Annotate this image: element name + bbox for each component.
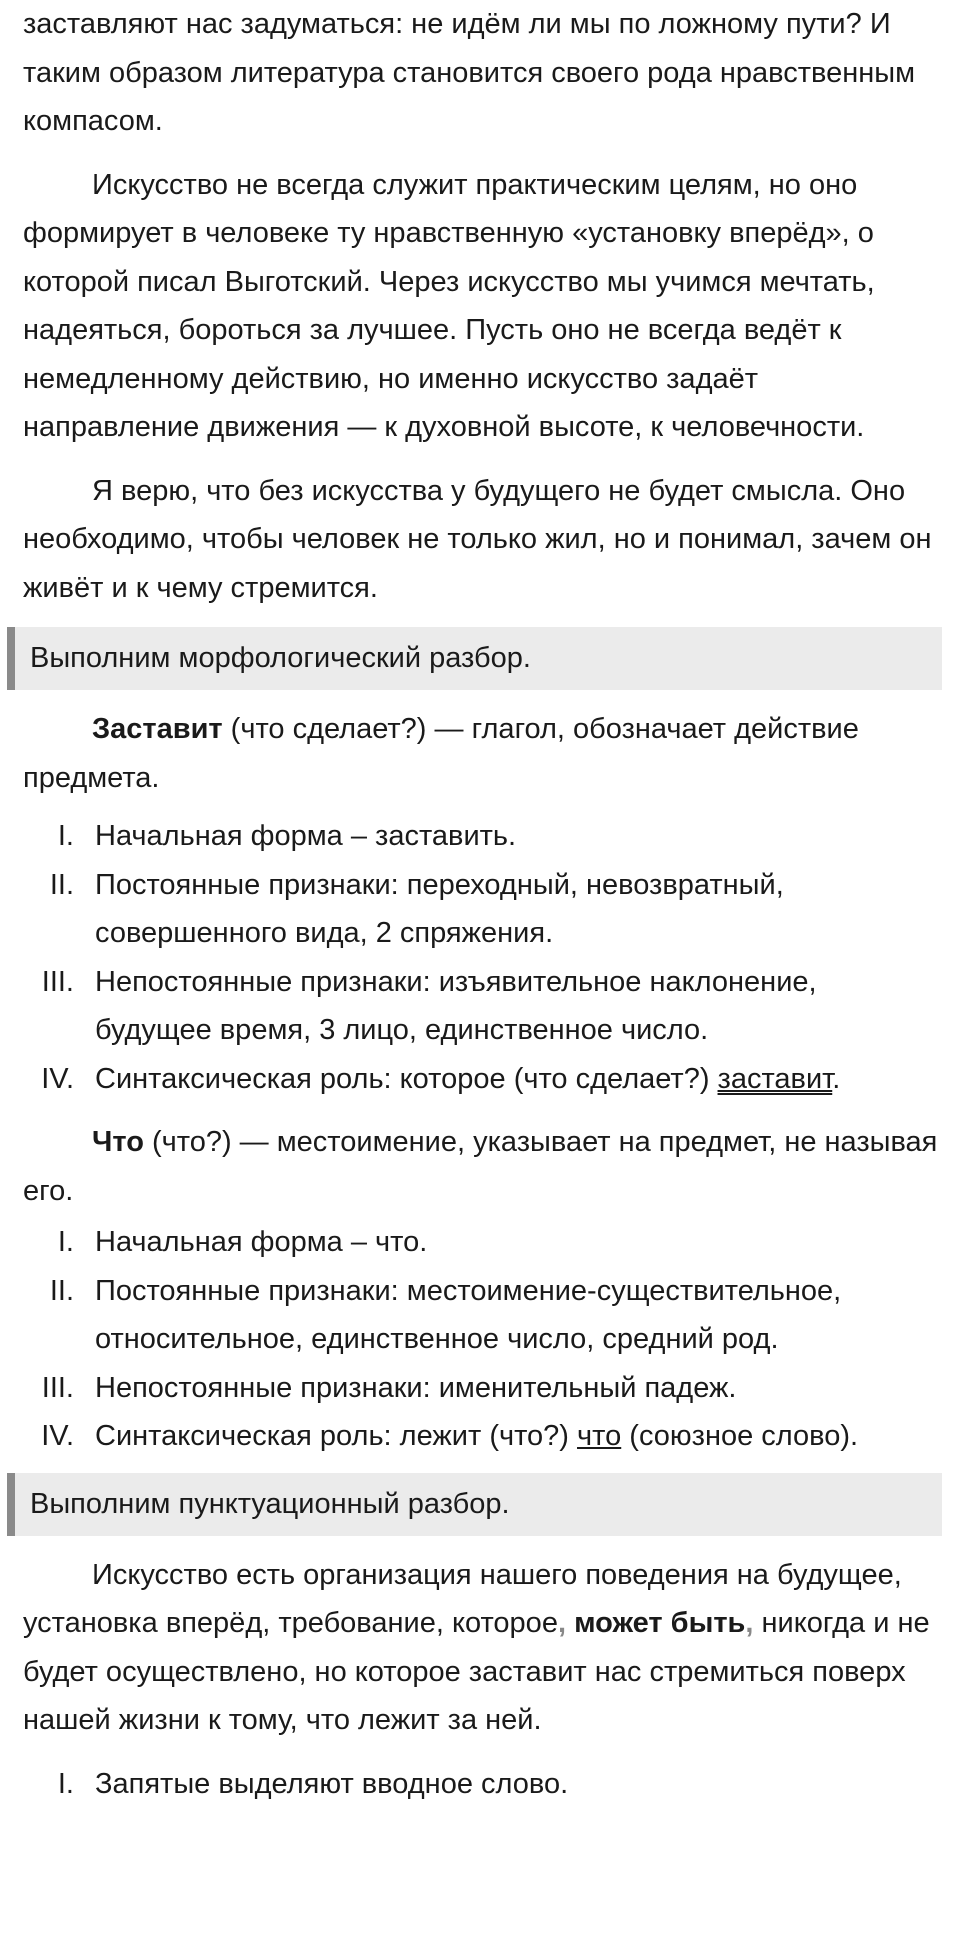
paragraph-3: Я верю, что без искусства у будущего не будет смысла. Оно необходимо, чтобы человек не только жил, но и понимал, зачем он живёт и к чему стремится. (23, 474, 932, 604)
paragraph-2: Искусство не всегда служит практическим целям, но оно формирует в человеке ту нравственную «установку вперёд», о которой писал Выготский. Через искусство мы учимся мечтать, надеяться, бороться за лучшее. Пусть оно не всегда ведёт к немедленному действию, но именно искусство задаёт направление движения — к духовной высоте, к человечности. (23, 168, 875, 443)
term-zastavit: Заставит (92, 713, 223, 745)
term-chto: Что (92, 1126, 144, 1158)
predicate-underline: заставит (717, 1062, 833, 1095)
section-heading-morphology: Выполним морфологический разбор. (7, 627, 942, 690)
list-item: I. Запятые выделяют вводное слово. (57, 1767, 569, 1800)
introductory-word: может быть (566, 1607, 746, 1639)
punct-list (23, 1760, 938, 1809)
term-desc: (что сделает?) — глагол, обозначает действие предмета. (23, 713, 859, 794)
list-item: III. Непостоянные признаки: изъявительное наклонение, будущее время, 3 лицо, единственное число. (41, 965, 817, 1046)
term-desc: (что?) — местоимение, указывает на предмет, не называя его. (23, 1126, 938, 1207)
list-item: IV. Синтаксическая роль: лежит (что?) что (союзное слово). (41, 1420, 859, 1452)
highlighted-comma: , (745, 1607, 754, 1639)
list-item: II. Постоянные признаки: переходный, невозвратный, совершенного вида, 2 спряжения. (49, 868, 784, 949)
section-heading-punctuation: Выполним пунктуационный разбор. (7, 1473, 942, 1536)
list-item: III. Непостоянные признаки: именительный падеж. (41, 1371, 737, 1404)
list-item: IV. Синтаксическая роль: которое (что сделает?) заставит. (41, 1062, 841, 1095)
word-definition-zastavit (23, 705, 938, 802)
word-definition-chto (23, 1118, 938, 1215)
paragraph-1: заставляют нас задуматься: не идём ли мы по ложному пути? И таким образом литература становится своего рода нравственным компасом. (23, 8, 916, 137)
list-item: I. Начальная форма – что. (57, 1226, 428, 1258)
morph-list-zastavit (23, 812, 938, 1103)
list-item: I. Начальная форма – заставить. (57, 820, 517, 852)
morph-list-chto (23, 1218, 938, 1461)
list-item: II. Постоянные признаки: местоимение-существительное, относительное, единственное число, средний род. (49, 1274, 842, 1355)
highlighted-comma: , (557, 1607, 567, 1639)
paragraph-quote: Искусство есть организация нашего поведения на будущее, установка вперёд, требование, которое, может быть, никогда и не будет осуществлено, но которое заставит нас стремиться поверх нашей жизни к тому, что лежит за ней. (23, 1558, 930, 1736)
subject-underline: что (577, 1420, 622, 1452)
